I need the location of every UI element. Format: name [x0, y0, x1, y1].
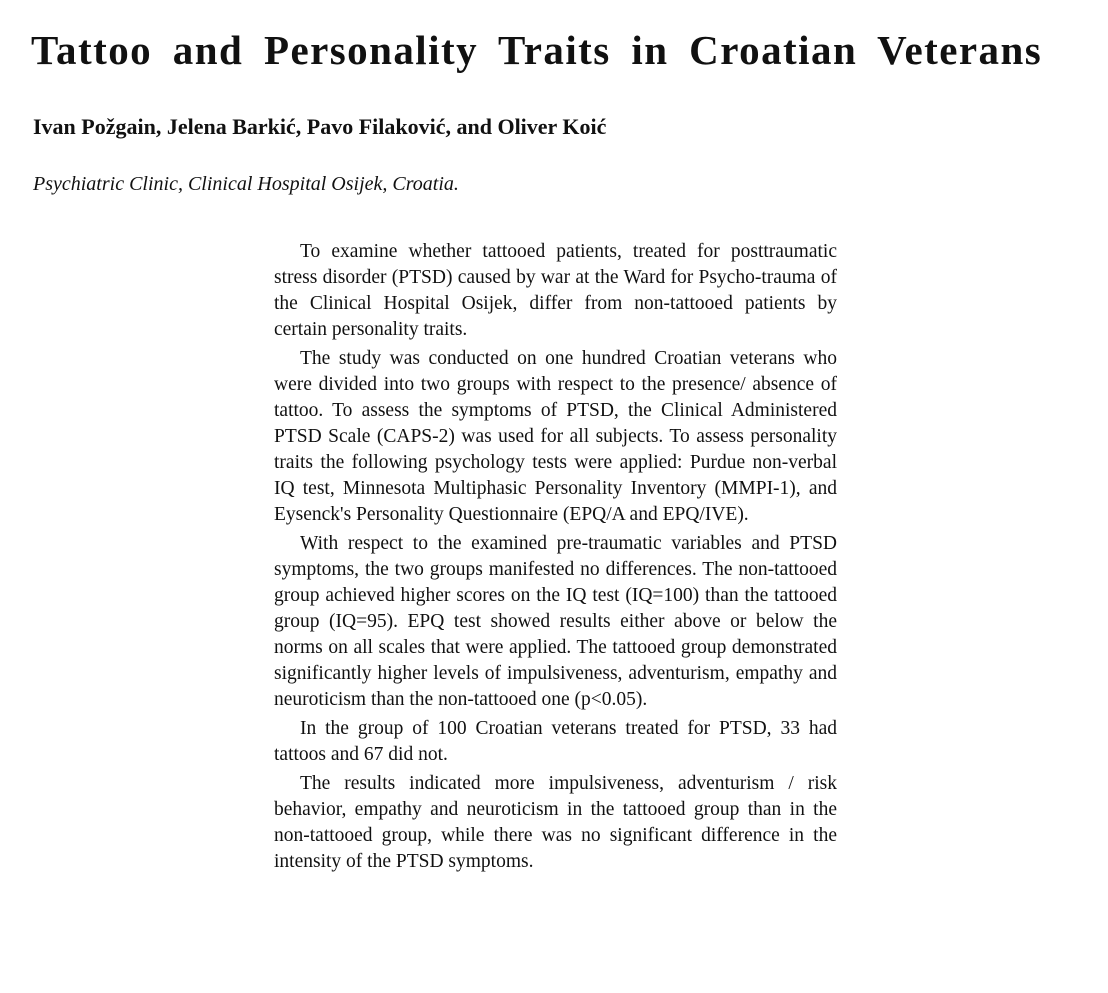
abstract-paragraph-methods: The study was conducted on one hundred Croatian veterans who were divided into two groups with respect to the presence/ absence of tattoo. To assess the symptoms of PTSD, the Clinical Administered PTSD Scale (CAPS-2) was used for all subjects. To assess personality traits the following psychology tests were applied: Purdue non-verbal IQ test, Minnesota Multiphasic Personality Inventory (MMPI-1), and Eysenck's Personality Questionnaire (EPQ/A and EPQ/IVE). — [274, 348, 837, 525]
paper-title: Tattoo and Personality Traits in Croatian Veterans — [31, 27, 1043, 73]
author-list: Ivan Požgain, Jelena Barkić, Pavo Filaković, and Oliver Koić — [33, 114, 607, 139]
abstract-paragraph-results: With respect to the examined pre-traumatic variables and PTSD symptoms, the two groups manifested no differences. The non-tattooed group achieved higher scores on the IQ test (IQ=100) than the tattooed group (IQ=95). EPQ test showed results either above or below the norms on all scales that were applied. The tattooed group demonstrated significantly higher levels of impulsiveness, adventurism, empathy and neuroticism than the non-tattooed one (p<0.05). — [274, 533, 837, 710]
abstract — [274, 239, 837, 875]
abstract-paragraph-sample: In the group of 100 Croatian veterans treated for PTSD, 33 had tattoos and 67 did not. — [274, 718, 837, 765]
affiliation: Psychiatric Clinic, Clinical Hospital Osijek, Croatia. — [33, 173, 459, 195]
abstract-paragraph-conclusion: The results indicated more impulsiveness, adventurism / risk behavior, empathy and neuroticism in the tattooed group than in the non-tattooed group, while there was no significant difference in the intensity of the PTSD symptoms. — [274, 773, 837, 872]
abstract-paragraph-objective: To examine whether tattooed patients, treated for posttraumatic stress disorder (PTSD) caused by war at the Ward for Psycho-trauma of the Clinical Hospital Osijek, differ from non-tattooed patients by certain personality traits. — [274, 241, 837, 340]
